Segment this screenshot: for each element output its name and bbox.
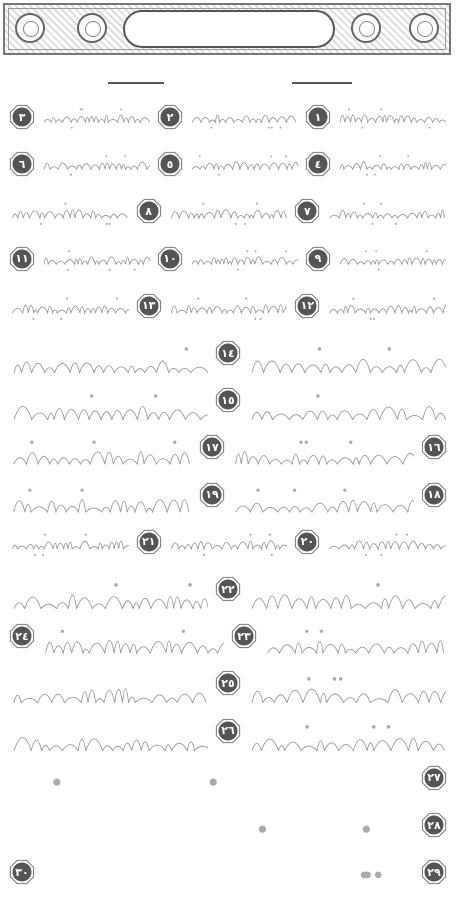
ayah-number-marker <box>198 434 226 460</box>
verse-text-segment <box>6 475 196 515</box>
ayah-number-marker <box>214 718 242 744</box>
verse-text-segment <box>38 616 228 656</box>
verse-text-segment <box>165 286 292 326</box>
verse-text-segment <box>260 616 450 656</box>
ayah-number-marker <box>156 104 184 130</box>
script-strokes <box>10 435 192 467</box>
ayah-number: ٨ <box>145 204 153 218</box>
verse-text-segment <box>228 475 418 515</box>
ayah-number-marker <box>293 198 321 224</box>
ayah-number-marker <box>214 670 242 696</box>
verse-line <box>6 191 450 231</box>
verse-text-segment <box>244 663 450 703</box>
verse-text-segment <box>38 852 418 892</box>
ayah-number-marker <box>8 623 36 649</box>
script-strokes <box>42 152 150 178</box>
verse-line <box>6 427 450 467</box>
script-strokes <box>248 671 446 703</box>
verse-text-segment <box>323 191 450 231</box>
script-strokes <box>42 105 150 131</box>
verse-text-segment <box>186 97 302 137</box>
ayah-number-marker <box>135 293 163 319</box>
ayah-number: ١٠ <box>163 252 177 266</box>
ayah-number: ٤ <box>314 157 322 171</box>
right-inner-medallion-icon <box>351 13 381 43</box>
ayah-number: ١ <box>314 110 322 124</box>
ayah-number-marker <box>293 529 321 555</box>
verse-text-segment <box>6 663 212 703</box>
verse-line <box>6 380 450 420</box>
ayah-number: ٥ <box>166 157 174 171</box>
ayah-number-marker <box>135 529 163 555</box>
verse-text-segment <box>6 333 212 373</box>
ayah-number: ٦ <box>18 157 26 171</box>
script-strokes <box>338 247 446 273</box>
ayah-number-marker <box>135 198 163 224</box>
ayah-number: ٣٠ <box>15 865 29 879</box>
ayah-number: ٢٢ <box>221 582 235 596</box>
verse-text-segment <box>6 286 133 326</box>
script-strokes <box>190 105 298 131</box>
ayah-number-marker <box>156 246 184 272</box>
script-strokes <box>42 860 414 892</box>
verse-text-segment <box>228 427 418 467</box>
script-strokes <box>10 719 208 751</box>
ayah-number: ١١ <box>15 252 29 266</box>
script-strokes <box>169 199 288 227</box>
ayah-number-marker <box>230 623 258 649</box>
ayah-number: ١٧ <box>205 440 219 454</box>
surah-header-frame <box>3 3 451 55</box>
script-strokes <box>190 152 298 178</box>
script-strokes <box>10 483 192 515</box>
ayah-number: ٣ <box>18 110 26 124</box>
script-strokes <box>232 435 414 467</box>
verse-text-segment <box>244 333 450 373</box>
verse-line <box>6 663 450 703</box>
verse-text-segment <box>165 522 292 562</box>
ayah-number-marker <box>420 482 448 508</box>
verse-text-segment <box>186 144 302 184</box>
left-outer-medallion-icon <box>15 13 45 43</box>
script-strokes <box>327 530 446 558</box>
basmala <box>90 62 366 90</box>
ayah-number-marker <box>214 340 242 366</box>
verse-text-segment <box>6 427 196 467</box>
ayah-number-marker <box>293 293 321 319</box>
script-strokes <box>10 766 414 798</box>
script-strokes <box>232 483 414 515</box>
script-strokes <box>338 152 446 178</box>
verse-line <box>6 239 450 279</box>
script-strokes <box>10 294 129 322</box>
script-strokes <box>10 813 414 845</box>
right-outer-medallion-icon <box>409 13 439 43</box>
verse-text-segment <box>244 380 450 420</box>
verse-text-segment <box>244 711 450 751</box>
verse-text-segment <box>6 380 212 420</box>
verse-text-segment <box>244 569 450 609</box>
left-inner-medallion-icon <box>77 13 107 43</box>
script-strokes <box>190 247 298 273</box>
verse-line <box>6 852 450 892</box>
ayah-number: ٢٦ <box>221 724 235 738</box>
verse-text-segment <box>6 805 418 845</box>
verse-text-segment <box>165 191 292 231</box>
ayah-number: ٢ <box>166 110 174 124</box>
ayah-number-marker <box>8 859 36 885</box>
ayah-number: ٢٨ <box>427 818 441 832</box>
script-strokes <box>10 577 208 609</box>
verse-line <box>6 758 450 798</box>
ayah-number-marker <box>156 151 184 177</box>
script-strokes <box>10 671 208 703</box>
verse-line <box>6 144 450 184</box>
ayah-number-marker <box>8 151 36 177</box>
ayah-number-marker <box>304 151 332 177</box>
script-strokes <box>10 199 129 227</box>
basmala-right-rule <box>292 82 352 84</box>
ayah-number-marker <box>420 859 448 885</box>
ayah-number: ١٨ <box>427 488 441 502</box>
verse-text-segment <box>38 144 154 184</box>
ayah-number-marker <box>304 246 332 272</box>
script-strokes <box>10 530 129 558</box>
ayah-number: ١٦ <box>427 440 441 454</box>
verse-text-segment <box>334 239 450 279</box>
verse-text-segment <box>6 191 133 231</box>
ayah-number: ١٩ <box>205 488 219 502</box>
verse-line <box>6 711 450 751</box>
ayah-number: ٧ <box>303 204 311 218</box>
verse-text-segment <box>323 286 450 326</box>
script-strokes <box>264 624 446 656</box>
verse-text-segment <box>334 97 450 137</box>
script-strokes <box>338 105 446 131</box>
script-strokes <box>42 247 150 273</box>
ayah-number-marker <box>8 104 36 130</box>
ayah-number: ٢٧ <box>427 771 441 785</box>
ayah-number-marker <box>304 104 332 130</box>
ayah-number-marker <box>214 387 242 413</box>
ayah-number: ٢٤ <box>15 629 29 643</box>
script-strokes <box>42 624 224 656</box>
ayah-number: ٢١ <box>141 535 156 549</box>
ayah-number-marker <box>214 576 242 602</box>
script-strokes <box>327 199 446 227</box>
script-strokes <box>248 577 446 609</box>
script-strokes <box>248 388 446 420</box>
script-strokes <box>10 341 208 373</box>
script-strokes <box>248 719 446 751</box>
ayah-number-marker <box>420 812 448 838</box>
surah-title-cartouche <box>123 10 335 48</box>
verse-text-segment <box>6 522 133 562</box>
ayah-number: ٢٥ <box>221 676 235 690</box>
script-strokes <box>10 388 208 420</box>
verse-text-segment <box>38 97 154 137</box>
ayah-number: ٢٩ <box>427 865 441 879</box>
ayah-number: ١٤ <box>221 346 235 360</box>
verse-line <box>6 286 450 326</box>
script-strokes <box>169 530 288 558</box>
basmala-left-rule <box>108 82 164 84</box>
verse-text-segment <box>6 569 212 609</box>
verse-line <box>6 522 450 562</box>
verse-text-segment <box>38 239 154 279</box>
ayah-number: ١٣ <box>141 299 156 313</box>
ayah-number: ٢٣ <box>237 629 251 643</box>
ayah-number: ١٢ <box>300 299 315 313</box>
verse-text-segment <box>186 239 302 279</box>
ayah-number-marker <box>8 246 36 272</box>
verse-line <box>6 569 450 609</box>
verse-line <box>6 97 450 137</box>
ayah-number: ٢٠ <box>300 535 315 549</box>
verse-text-segment <box>6 758 418 798</box>
ayah-number-marker <box>198 482 226 508</box>
script-strokes <box>248 341 446 373</box>
script-strokes <box>169 294 288 322</box>
verse-text-segment <box>6 711 212 751</box>
ayah-number: ٩ <box>314 252 322 266</box>
verse-line <box>6 333 450 373</box>
verse-line <box>6 616 450 656</box>
verse-text-segment <box>323 522 450 562</box>
ayah-number: ١٥ <box>221 393 235 407</box>
ayah-number-marker <box>420 434 448 460</box>
verse-line <box>6 805 450 845</box>
verse-text-segment <box>334 144 450 184</box>
script-strokes <box>327 294 446 322</box>
ayah-number-marker <box>420 765 448 791</box>
verse-line <box>6 475 450 515</box>
